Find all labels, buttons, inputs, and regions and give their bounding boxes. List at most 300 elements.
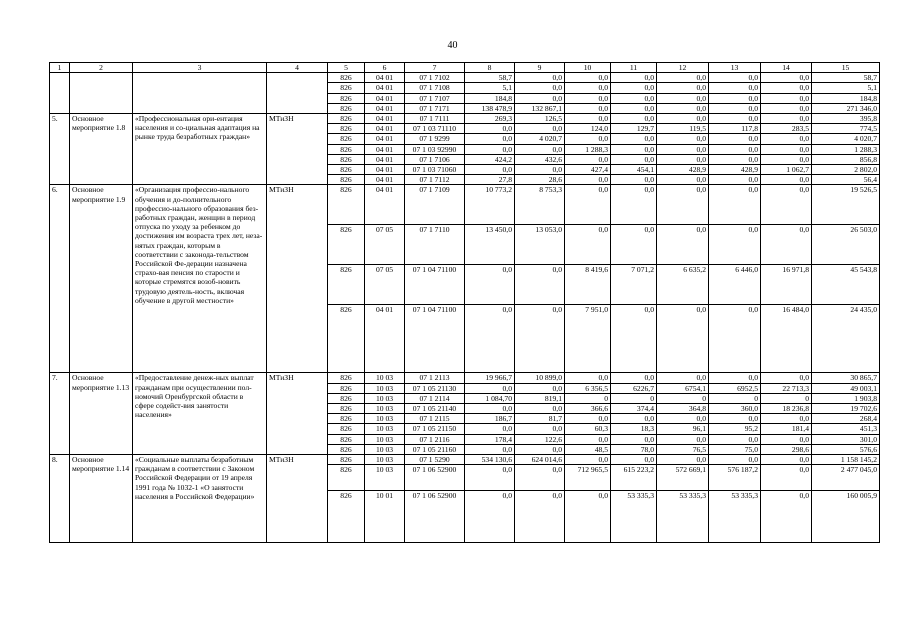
table-cell: 07 1 7102: [405, 73, 465, 83]
table-cell: 0,0: [565, 175, 611, 185]
table-cell: 0,0: [465, 444, 515, 454]
table-cell: 10 03: [365, 434, 405, 444]
table-cell: 184,8: [465, 93, 515, 103]
table-cell: 96,1: [657, 424, 709, 434]
table-cell: 10 03: [365, 383, 405, 393]
table-cell: 0,0: [465, 491, 515, 543]
table-cell: 0,0: [761, 465, 812, 491]
table-cell: 0,0: [761, 455, 812, 465]
table-cell: 07 1 7112: [405, 175, 465, 185]
table-cell: 16 971,8: [761, 265, 812, 305]
table-cell: 10 899,0: [515, 373, 565, 383]
table-cell: 07 1 05 21160: [405, 444, 465, 454]
table-cell: 712 965,5: [565, 465, 611, 491]
table-cell: 07 1 2114: [405, 393, 465, 403]
column-header: 1: [50, 63, 70, 73]
column-header: 13: [709, 63, 761, 73]
table-cell: 0,0: [657, 414, 709, 424]
table-cell: 0,0: [709, 83, 761, 93]
table-cell: 19 966,7: [465, 373, 515, 383]
table-cell: 28,6: [515, 175, 565, 185]
table-cell: 271 346,0: [812, 103, 880, 113]
table-cell: 774,5: [812, 124, 880, 134]
measure-type: Основное мероприятие 1.14: [70, 455, 133, 543]
table-cell: 298,6: [761, 444, 812, 454]
table-cell: 07 05: [365, 225, 405, 265]
table-cell: 0,0: [657, 103, 709, 113]
table-cell: 24 435,0: [812, 305, 880, 373]
table-cell: 122,6: [515, 434, 565, 444]
table-cell: 826: [328, 434, 365, 444]
measure-name: «Организация профессио-нального обучения и до-полнительного профессио-нального образования без-работных граждан, женщин в период отпуска по уходу за ребенком до достижения им возраста трех лет, неза-нятых граждан, которым в соответствии с законода-тельством Российской Фе-дерации назначена страхо-вая пенсия по старости и которые стремятся возоб-новить трудовую деятель-ность, включая обучение в другой местности»: [133, 185, 267, 373]
table-cell: 22 713,3: [761, 383, 812, 393]
table-cell: 0,0: [657, 373, 709, 383]
table-cell: 0,0: [657, 93, 709, 103]
table-cell: 10 03: [365, 424, 405, 434]
column-header: 5: [328, 63, 365, 73]
table-cell: 95,2: [709, 424, 761, 434]
table-cell: 119,5: [657, 124, 709, 134]
executor: [267, 73, 328, 114]
table-cell: 576 187,2: [709, 465, 761, 491]
table-cell: 6226,7: [611, 383, 657, 393]
table-cell: 4 020,7: [515, 134, 565, 144]
table-cell: 0,0: [761, 185, 812, 225]
column-header: 10: [565, 63, 611, 73]
table-cell: 6 446,0: [709, 265, 761, 305]
table-cell: 04 01: [365, 114, 405, 124]
table-cell: 0,0: [515, 73, 565, 83]
table-cell: 0,0: [709, 225, 761, 265]
table-cell: 826: [328, 73, 365, 83]
table-cell: 826: [328, 83, 365, 93]
table-cell: 0,0: [565, 225, 611, 265]
table-cell: 0,0: [761, 225, 812, 265]
table-cell: 826: [328, 305, 365, 373]
table-cell: 81,7: [515, 414, 565, 424]
table-cell: 454,1: [611, 165, 657, 175]
column-header: 2: [70, 63, 133, 73]
table-cell: 07 1 7111: [405, 114, 465, 124]
table-cell: 424,2: [465, 154, 515, 164]
table-cell: 58,7: [812, 73, 880, 83]
table-cell: 826: [328, 424, 365, 434]
table-cell: 48,5: [565, 444, 611, 454]
table-cell: 0,0: [565, 114, 611, 124]
table-cell: 56,4: [812, 175, 880, 185]
table-cell: 0,0: [465, 404, 515, 414]
table-cell: 160 005,9: [812, 491, 880, 543]
table-cell: 0,0: [761, 93, 812, 103]
table-cell: 428,9: [709, 165, 761, 175]
item-number: 6.: [50, 185, 70, 373]
column-header: 6: [365, 63, 405, 73]
table-cell: 826: [328, 373, 365, 383]
table-cell: 0,0: [565, 373, 611, 383]
table-cell: 6 356,5: [565, 383, 611, 393]
table-cell: 826: [328, 175, 365, 185]
table-cell: 19 526,5: [812, 185, 880, 225]
table-cell: 18,3: [611, 424, 657, 434]
table-cell: 826: [328, 491, 365, 543]
table-cell: 1 288,3: [812, 144, 880, 154]
table-cell: 0,0: [657, 225, 709, 265]
table-row: [50, 114, 880, 124]
column-header: 15: [812, 63, 880, 73]
table-cell: 30 865,7: [812, 373, 880, 383]
table-cell: 0,0: [515, 465, 565, 491]
measure-type: [70, 73, 133, 114]
table-cell: 0,0: [761, 154, 812, 164]
budget-table: [49, 62, 880, 543]
table-cell: 0: [761, 393, 812, 403]
table-cell: 07 1 7108: [405, 83, 465, 93]
table-cell: 0,0: [709, 93, 761, 103]
table-cell: 181,4: [761, 424, 812, 434]
column-header: 7: [405, 63, 465, 73]
table-cell: 0,0: [515, 124, 565, 134]
table-cell: 124,0: [565, 124, 611, 134]
table-cell: 0,0: [611, 225, 657, 265]
column-header: 8: [465, 63, 515, 73]
table-cell: 10 03: [365, 404, 405, 414]
table-cell: 07 1 04 71100: [405, 265, 465, 305]
table-cell: 0,0: [611, 114, 657, 124]
table-cell: 07 1 2116: [405, 434, 465, 444]
column-header: 12: [657, 63, 709, 73]
table-cell: 04 01: [365, 165, 405, 175]
table-cell: 624 014,6: [515, 455, 565, 465]
table-cell: 0,0: [465, 165, 515, 175]
executor: МТиЗН: [267, 185, 328, 373]
table-cell: 0,0: [565, 134, 611, 144]
table-cell: 26 503,0: [812, 225, 880, 265]
table-cell: 0,0: [611, 83, 657, 93]
table-cell: 0,0: [465, 465, 515, 491]
table-cell: 07 1 05 21140: [405, 404, 465, 414]
table-cell: 0,0: [565, 185, 611, 225]
table-cell: 576,6: [812, 444, 880, 454]
table-cell: 0,0: [761, 134, 812, 144]
table-cell: 0: [565, 393, 611, 403]
table-cell: 0,0: [709, 144, 761, 154]
table-cell: 0,0: [709, 103, 761, 113]
table-cell: 0,0: [565, 491, 611, 543]
table-cell: 0,0: [761, 83, 812, 93]
table-cell: 826: [328, 465, 365, 491]
table-cell: 826: [328, 134, 365, 144]
table-cell: 0,0: [565, 93, 611, 103]
table-cell: 07 1 7109: [405, 185, 465, 225]
table-cell: 10 03: [365, 465, 405, 491]
table-cell: 0,0: [657, 134, 709, 144]
table-cell: 04 01: [365, 144, 405, 154]
table-cell: 826: [328, 404, 365, 414]
table-cell: 826: [328, 103, 365, 113]
table-cell: 10 03: [365, 373, 405, 383]
table-cell: 0,0: [611, 305, 657, 373]
table-cell: 0,0: [761, 114, 812, 124]
measure-type: Основное мероприятие 1.8: [70, 114, 133, 185]
table-cell: 826: [328, 165, 365, 175]
table-cell: 826: [328, 124, 365, 134]
table-cell: 0,0: [565, 73, 611, 83]
table-cell: 0,0: [761, 491, 812, 543]
table-cell: 49 003,1: [812, 383, 880, 393]
table-cell: 826: [328, 185, 365, 225]
table-cell: 0,0: [611, 73, 657, 83]
table-cell: 283,5: [761, 124, 812, 134]
table-cell: 0,0: [657, 83, 709, 93]
table-cell: 117,8: [709, 124, 761, 134]
table-cell: 826: [328, 154, 365, 164]
table-cell: 427,4: [565, 165, 611, 175]
table-cell: 0,0: [565, 434, 611, 444]
table-cell: 5,1: [812, 83, 880, 93]
table-cell: 6754,1: [657, 383, 709, 393]
table-cell: 0,0: [611, 434, 657, 444]
table-cell: 0,0: [465, 144, 515, 154]
table-cell: 07 1 05 21130: [405, 383, 465, 393]
table-cell: 0,0: [657, 434, 709, 444]
table-cell: 5,1: [465, 83, 515, 93]
table-cell: 0,0: [515, 305, 565, 373]
table-cell: 13 450,0: [465, 225, 515, 265]
table-cell: 7 951,0: [565, 305, 611, 373]
table-cell: 615 223,2: [611, 465, 657, 491]
table-cell: 07 1 03 71110: [405, 124, 465, 134]
table-cell: 45 543,8: [812, 265, 880, 305]
table-cell: 04 01: [365, 93, 405, 103]
table-cell: 76,5: [657, 444, 709, 454]
executor: МТиЗН: [267, 114, 328, 185]
table-cell: 78,0: [611, 444, 657, 454]
table-cell: 07 1 2115: [405, 414, 465, 424]
table-cell: 0,0: [515, 444, 565, 454]
table-cell: 0,0: [761, 434, 812, 444]
page-number: 40: [447, 40, 458, 51]
table-cell: 07 1 04 71100: [405, 305, 465, 373]
table-cell: 826: [328, 225, 365, 265]
column-header: 3: [133, 63, 267, 73]
table-cell: 0,0: [761, 103, 812, 113]
table-cell: 75,0: [709, 444, 761, 454]
table-cell: 04 01: [365, 154, 405, 164]
table-cell: 0,0: [565, 414, 611, 424]
table-cell: 53 335,3: [611, 491, 657, 543]
table-cell: 07 05: [365, 265, 405, 305]
table-cell: 7 071,2: [611, 265, 657, 305]
table-cell: 04 01: [365, 185, 405, 225]
table-cell: 432,6: [515, 154, 565, 164]
table-cell: 10 03: [365, 414, 405, 424]
table-cell: 0,0: [761, 373, 812, 383]
measure-name: «Профессиональная ори-ентация населения и со-циальная адаптация на рынке труда безработных граждан»: [133, 114, 267, 185]
table-cell: 07 1 03 92990: [405, 144, 465, 154]
table-cell: 0,0: [515, 491, 565, 543]
table-cell: 04 01: [365, 73, 405, 83]
table-cell: 0,0: [761, 144, 812, 154]
table-cell: 178,4: [465, 434, 515, 444]
table-cell: 0,0: [515, 83, 565, 93]
table-cell: 0: [709, 393, 761, 403]
table-cell: 0,0: [657, 185, 709, 225]
table-cell: 0,0: [761, 414, 812, 424]
table-cell: 18 236,8: [761, 404, 812, 414]
measure-name: «Социальные выплаты безработным гражданам в соответствии с Законом Российской Федерации от 19 апреля 1991 года № 1032-1 «О занятости населения в Российской Федерации»: [133, 455, 267, 543]
table-cell: 0,0: [465, 424, 515, 434]
item-number: [50, 73, 70, 114]
table-cell: 1 288,3: [565, 144, 611, 154]
table-cell: 0,0: [657, 305, 709, 373]
table-cell: 0,0: [709, 455, 761, 465]
table-cell: 826: [328, 93, 365, 103]
table-cell: 0: [657, 393, 709, 403]
table-cell: 07 1 5290: [405, 455, 465, 465]
table-cell: 0,0: [611, 144, 657, 154]
table-cell: 07 1 7171: [405, 103, 465, 113]
table-cell: 572 669,1: [657, 465, 709, 491]
table-cell: 10 03: [365, 444, 405, 454]
table-cell: 0,0: [611, 93, 657, 103]
table-row: [50, 73, 880, 83]
table-cell: 16 484,0: [761, 305, 812, 373]
table-cell: 364,8: [657, 404, 709, 414]
item-number: 8.: [50, 455, 70, 543]
table-cell: 19 702,6: [812, 404, 880, 414]
table-cell: 1 084,70: [465, 393, 515, 403]
measure-type: Основное мероприятие 1.9: [70, 185, 133, 373]
table-cell: 826: [328, 414, 365, 424]
table-cell: 07 1 06 52900: [405, 465, 465, 491]
table-cell: 126,5: [515, 114, 565, 124]
table-cell: 856,8: [812, 154, 880, 164]
table-cell: 1 158 145,2: [812, 455, 880, 465]
table-cell: 0,0: [465, 134, 515, 144]
column-header: 9: [515, 63, 565, 73]
table-cell: 0,0: [515, 165, 565, 175]
table-cell: 0,0: [761, 73, 812, 83]
table-cell: 0,0: [465, 383, 515, 393]
table-cell: 0,0: [611, 373, 657, 383]
table-cell: 184,8: [812, 93, 880, 103]
table-cell: 04 01: [365, 83, 405, 93]
measure-name: «Предоставление денеж-ных выплат гражданам при осуществлении пол-номочий Оренбургской области в сфере содейст-вия занятости населения»: [133, 373, 267, 455]
table-cell: 0,0: [611, 414, 657, 424]
executor: МТиЗН: [267, 455, 328, 543]
column-header: 4: [267, 63, 328, 73]
table-cell: 826: [328, 455, 365, 465]
table-cell: 04 01: [365, 305, 405, 373]
table-cell: 04 01: [365, 175, 405, 185]
table-cell: 0,0: [611, 154, 657, 164]
table-cell: 0,0: [611, 134, 657, 144]
table-cell: 0,0: [657, 154, 709, 164]
table-cell: 0,0: [709, 305, 761, 373]
table-cell: 826: [328, 444, 365, 454]
table-cell: 374,4: [611, 404, 657, 414]
table-cell: 0,0: [465, 265, 515, 305]
table-cell: 0,0: [657, 175, 709, 185]
table-row: [50, 373, 880, 383]
table-cell: 0,0: [709, 73, 761, 83]
table-cell: 0,0: [515, 265, 565, 305]
table-cell: 0: [611, 393, 657, 403]
item-number: 5.: [50, 114, 70, 185]
table-cell: 138 478,9: [465, 103, 515, 113]
table-cell: 826: [328, 383, 365, 393]
table-cell: 0,0: [709, 434, 761, 444]
table-cell: 301,0: [812, 434, 880, 444]
table-cell: 27,8: [465, 175, 515, 185]
table-cell: 10 773,2: [465, 185, 515, 225]
table-cell: 10 03: [365, 455, 405, 465]
item-number: 7.: [50, 373, 70, 455]
table-cell: 0,0: [565, 154, 611, 164]
table-cell: 58,7: [465, 73, 515, 83]
measure-name: [133, 73, 267, 114]
table-cell: 366,6: [565, 404, 611, 414]
measure-type: Основное мероприятие 1.13: [70, 373, 133, 455]
table-cell: 268,4: [812, 414, 880, 424]
table-cell: 10 01: [365, 491, 405, 543]
table-cell: 2 477 045,0: [812, 465, 880, 491]
table-cell: 451,3: [812, 424, 880, 434]
table-cell: 0,0: [709, 175, 761, 185]
table-cell: 0,0: [709, 185, 761, 225]
table-cell: 60,3: [565, 424, 611, 434]
table-cell: 826: [328, 393, 365, 403]
table-cell: 0,0: [515, 93, 565, 103]
table-cell: 07 1 2113: [405, 373, 465, 383]
table-cell: 07 1 03 71060: [405, 165, 465, 175]
table-cell: 0,0: [515, 144, 565, 154]
table-cell: 53 335,3: [657, 491, 709, 543]
table-cell: 1 062,7: [761, 165, 812, 175]
table-cell: 395,8: [812, 114, 880, 124]
table-row: [50, 455, 880, 465]
table-cell: 0,0: [465, 305, 515, 373]
table-cell: 0,0: [565, 83, 611, 93]
table-cell: 07 1 7107: [405, 93, 465, 103]
table-cell: 0,0: [709, 154, 761, 164]
table-cell: 07 1 7110: [405, 225, 465, 265]
table-cell: 8 419,6: [565, 265, 611, 305]
table-cell: 04 01: [365, 103, 405, 113]
table-cell: 826: [328, 144, 365, 154]
table-cell: 0,0: [565, 103, 611, 113]
column-header: 11: [611, 63, 657, 73]
table-cell: 07 1 7106: [405, 154, 465, 164]
table-cell: 2 802,0: [812, 165, 880, 175]
table-cell: 0,0: [515, 383, 565, 393]
table-cell: 8 753,3: [515, 185, 565, 225]
column-header: 14: [761, 63, 812, 73]
table-cell: 826: [328, 265, 365, 305]
table-cell: 0,0: [565, 455, 611, 465]
table-cell: 0,0: [611, 455, 657, 465]
table-cell: 0,0: [709, 134, 761, 144]
table-cell: 0,0: [611, 103, 657, 113]
table-cell: 0,0: [515, 424, 565, 434]
table-cell: 269,3: [465, 114, 515, 124]
table-cell: 0,0: [761, 175, 812, 185]
table-cell: 07 1 05 21150: [405, 424, 465, 434]
executor: МТиЗН: [267, 373, 328, 455]
table-cell: 0,0: [465, 124, 515, 134]
table-cell: 819,1: [515, 393, 565, 403]
table-cell: 129,7: [611, 124, 657, 134]
